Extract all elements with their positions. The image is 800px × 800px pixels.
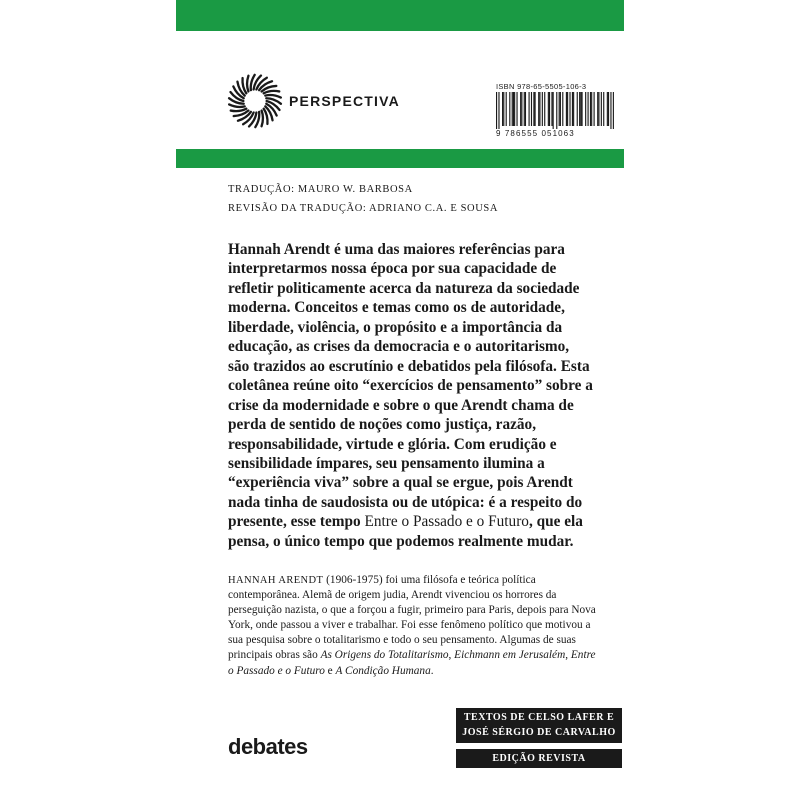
middle-green-band bbox=[176, 149, 624, 168]
book-back-cover bbox=[176, 0, 624, 800]
barcode-bar bbox=[590, 92, 591, 126]
barcode-bar bbox=[567, 92, 568, 126]
barcode-icon bbox=[496, 92, 614, 129]
barcode-bar bbox=[608, 92, 609, 126]
barcode-bar bbox=[516, 92, 517, 126]
top-green-band bbox=[176, 0, 624, 31]
perspectiva-logo-icon bbox=[226, 72, 284, 130]
texts-credit-line-1: TEXTOS DE CELSO LAFER E bbox=[463, 712, 615, 723]
translator-credit: TRADUÇÃO: MAURO W. BARBOSA bbox=[228, 184, 413, 195]
barcode-bar bbox=[502, 92, 503, 126]
barcode-bar bbox=[580, 92, 581, 126]
barcode-bar bbox=[597, 92, 598, 126]
revision-credit: REVISÃO DA TRADUÇÃO: ADRIANO C.A. E SOUSA bbox=[228, 203, 499, 214]
barcode-bar bbox=[548, 92, 549, 126]
author-bio bbox=[228, 573, 598, 679]
texts-credit-box bbox=[456, 708, 622, 743]
bio-work-3: Entre o Passado e o Futuro bbox=[228, 649, 596, 677]
bio-work-1: As Origens do Totalitarismo bbox=[320, 649, 449, 662]
barcode-bar bbox=[603, 92, 604, 126]
barcode-bar bbox=[577, 92, 578, 126]
synopsis-text-end: , que ela pensa, o único tempo que podemos realmente mudar. bbox=[228, 513, 583, 550]
barcode-bar bbox=[512, 92, 513, 126]
barcode-bar bbox=[601, 92, 602, 126]
texts-credit-line-2: JOSÉ SÉRGIO DE CARVALHO bbox=[462, 727, 616, 738]
logo-ray bbox=[231, 109, 247, 111]
synopsis-text: Hannah Arendt é uma das maiores referências para interpretarmos nossa época por sua capacidade de refletir politicamente acerca da natureza da sociedade moderna. Conceitos e temas como os de autoridade, liberdade, violência, o propósito e a importância da educação, as crises da democracia e o autoritarismo, são trazidos ao escrutínio e debatidos pela filósofa. Esta coletânea reúne oito “exercícios de pensamento” sobre a crise da modernidade e sobre o que Arendt chama de perda de sentido de noções como justiça, razão, responsabilidade, virtude e glória. Com erudição e sensibilidade ímpares, seu pensamento ilumina a “experiência viva” sobre a qual se ergue, pois Arendt nada tinha de saudosista ou de utópica: é a respeito do presente, esse tempo bbox=[228, 241, 593, 531]
barcode-bar bbox=[506, 92, 507, 126]
barcode-bar bbox=[572, 92, 573, 126]
barcode-bar bbox=[562, 92, 563, 126]
barcode-bar bbox=[559, 92, 560, 126]
bio-work-4: A Condição Humana bbox=[335, 664, 431, 677]
publisher-name: PERSPECTIVA bbox=[289, 93, 400, 109]
barcode-bar bbox=[598, 92, 599, 126]
bio-separator: , bbox=[565, 649, 571, 662]
barcode-bar bbox=[544, 92, 545, 126]
barcode-bar bbox=[556, 92, 557, 129]
edition-badge: EDIÇÃO REVISTA bbox=[456, 749, 622, 768]
barcode-bar bbox=[588, 92, 589, 126]
barcode-bar bbox=[560, 92, 561, 126]
barcode-bar bbox=[539, 92, 540, 126]
barcode-bar bbox=[542, 92, 543, 126]
barcode-digits: 9 786555 051063 bbox=[496, 129, 575, 138]
barcode-bar bbox=[549, 92, 550, 126]
barcode-bar bbox=[503, 92, 504, 126]
bio-work-2: Eichmann em Jerusalém bbox=[454, 649, 566, 662]
barcode-bar bbox=[535, 92, 536, 126]
barcode-bar bbox=[613, 92, 614, 129]
isbn-number: ISBN 978-65-5505-106-3 bbox=[496, 82, 587, 91]
logo-ray bbox=[264, 91, 280, 93]
series-logo: debates bbox=[228, 734, 308, 759]
synopsis bbox=[228, 240, 594, 551]
barcode-bar bbox=[585, 92, 586, 126]
barcode-bar bbox=[498, 92, 499, 129]
translation-credits bbox=[228, 180, 498, 218]
barcode-bar bbox=[573, 92, 574, 126]
barcode-bar bbox=[524, 92, 525, 126]
barcode-bar bbox=[513, 92, 514, 126]
barcode-bar bbox=[531, 92, 532, 126]
barcode-bar bbox=[514, 92, 515, 126]
barcode-bar bbox=[569, 92, 570, 126]
barcode-bar bbox=[591, 92, 592, 126]
barcode-bar bbox=[594, 92, 595, 126]
barcode-bar bbox=[529, 92, 530, 126]
barcode-bar bbox=[533, 92, 534, 126]
logo-ray bbox=[247, 76, 248, 92]
barcode-bar bbox=[496, 92, 497, 129]
barcode-bar bbox=[521, 92, 522, 126]
logo-ray bbox=[262, 111, 263, 127]
barcode-bar bbox=[607, 92, 608, 126]
barcode-bar bbox=[551, 92, 552, 126]
bio-separator: , bbox=[448, 649, 455, 662]
logo-ray bbox=[242, 78, 246, 93]
barcode-bar bbox=[579, 92, 580, 126]
barcode-bar bbox=[520, 92, 521, 126]
isbn-block bbox=[496, 82, 614, 138]
logo-ray bbox=[264, 109, 268, 124]
author-name: HANNAH ARENDT bbox=[228, 575, 324, 586]
barcode-bar bbox=[610, 92, 611, 129]
synopsis-book-title: Entre o Passado e o Futuro bbox=[364, 513, 529, 531]
barcode-bar bbox=[553, 92, 554, 129]
bio-end: . bbox=[430, 664, 434, 677]
barcode-bar bbox=[509, 92, 510, 126]
bio-text: (1906-1975) foi uma filósofa e teórica política contemporânea. Alemã de origem judia, Arendt vivenciou os horrores da perseguição nazista, o que a forçou a fugir, primeiro para Paris, depois para Nova York, onde passou a viver e trabalhar. Foi esse fenômeno político que motivou a sua pesquisa sobre o totalitarismo e todo o seu pensamento. Algumas de suas principais obras são bbox=[228, 574, 596, 662]
barcode-bar bbox=[538, 92, 539, 126]
barcode-bar bbox=[566, 92, 567, 126]
barcode-bar bbox=[525, 92, 526, 126]
barcode-bar bbox=[581, 92, 582, 126]
bio-separator: e bbox=[324, 664, 336, 677]
